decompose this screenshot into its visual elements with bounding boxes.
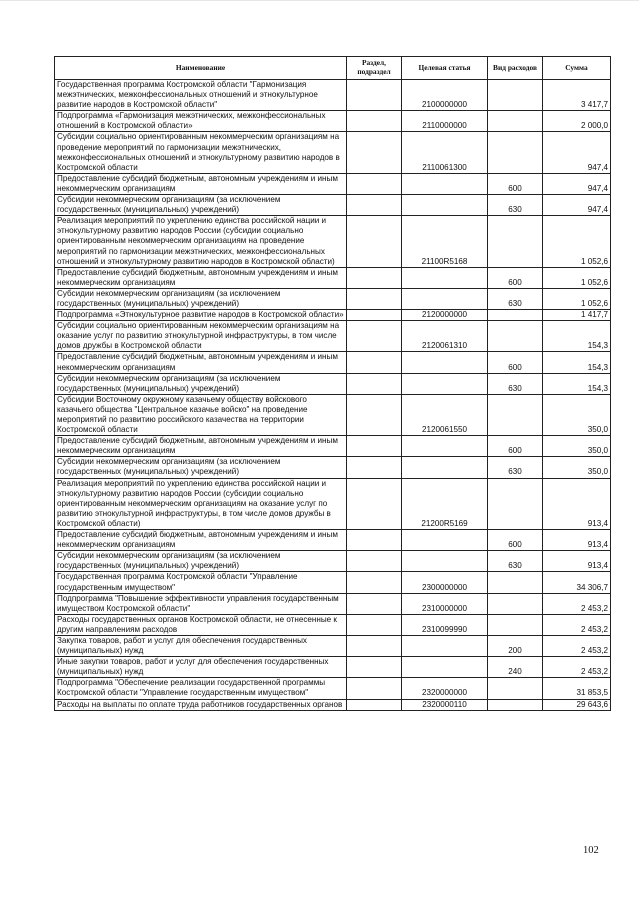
row-name-cell: Субсидии социально ориентированным некоммерческим организациям на проведение мероприятий по гармонизации межэтнических, межконфессиональных отношений и этнокультурному развитию народов в Костромской области bbox=[55, 132, 347, 173]
page-number: 102 bbox=[583, 845, 599, 856]
row-name-cell: Предоставление субсидий бюджетным, автономным учреждениям и иным некоммерческим организациям bbox=[55, 436, 347, 457]
row-name-cell: Подпрограмма "Повышение эффективности управления государственным имуществом Костромской области" bbox=[55, 593, 347, 614]
row-name-cell: Субсидии некоммерческим организациям (за исключением государственных (муниципальных) учреждений) bbox=[55, 373, 347, 394]
row-sum-cell: 1 052,6 bbox=[543, 216, 611, 267]
row-sum-cell: 2 000,0 bbox=[543, 111, 611, 132]
table-row bbox=[55, 288, 611, 309]
row-name-cell: Субсидии некоммерческим организациям (за исключением государственных (муниципальных) учреждений) bbox=[55, 195, 347, 216]
row-sum-cell: 2 453,2 bbox=[543, 614, 611, 635]
row-sum-cell: 350,0 bbox=[543, 457, 611, 478]
row-name-cell: Предоставление субсидий бюджетным, автономным учреждениям и иным некоммерческим организациям bbox=[55, 267, 347, 288]
row-target-cell bbox=[402, 288, 488, 309]
row-target-cell: 2110061300 bbox=[402, 132, 488, 173]
row-section-cell bbox=[347, 352, 402, 373]
row-section-cell bbox=[347, 635, 402, 656]
row-name-cell: Субсидии некоммерческим организациям (за исключением государственных (муниципальных) учреждений) bbox=[55, 457, 347, 478]
row-kind-cell bbox=[488, 80, 543, 111]
row-sum-cell: 913,4 bbox=[543, 530, 611, 551]
row-target-cell bbox=[402, 173, 488, 194]
row-section-cell bbox=[347, 80, 402, 111]
row-kind-cell bbox=[488, 593, 543, 614]
table-row bbox=[55, 267, 611, 288]
row-sum-cell: 913,4 bbox=[543, 478, 611, 529]
row-target-cell: 2120061550 bbox=[402, 394, 488, 435]
table-row bbox=[55, 593, 611, 614]
header-target: Целевая статья bbox=[402, 57, 488, 80]
row-target-cell: 2300000000 bbox=[402, 572, 488, 593]
row-section-cell bbox=[347, 551, 402, 572]
row-kind-cell: 600 bbox=[488, 530, 543, 551]
table-row bbox=[55, 678, 611, 699]
table-row bbox=[55, 216, 611, 267]
row-sum-cell: 350,0 bbox=[543, 394, 611, 435]
row-section-cell bbox=[347, 132, 402, 173]
row-kind-cell bbox=[488, 310, 543, 321]
row-name-cell: Предоставление субсидий бюджетным, автономным учреждениям и иным некоммерческим организациям bbox=[55, 352, 347, 373]
row-kind-cell bbox=[488, 678, 543, 699]
header-name: Наименование bbox=[55, 57, 347, 80]
row-name-cell: Государственная программа Костромской области "Гармонизация межэтнических, межконфессиональных отношений и этнокультурное развитие народов в Костромской области" bbox=[55, 80, 347, 111]
row-target-cell: 2310099990 bbox=[402, 614, 488, 635]
row-sum-cell: 1 417,7 bbox=[543, 310, 611, 321]
row-target-cell: 2120061310 bbox=[402, 321, 488, 352]
row-name-cell: Подпрограмма «Этнокультурное развитие народов в Костромской области» bbox=[55, 310, 347, 321]
row-kind-cell: 200 bbox=[488, 635, 543, 656]
row-section-cell bbox=[347, 572, 402, 593]
row-section-cell bbox=[347, 593, 402, 614]
row-kind-cell: 240 bbox=[488, 657, 543, 678]
row-target-cell: 21100R5168 bbox=[402, 216, 488, 267]
row-section-cell bbox=[347, 657, 402, 678]
table-row bbox=[55, 478, 611, 529]
row-section-cell bbox=[347, 195, 402, 216]
row-target-cell: 2310000000 bbox=[402, 593, 488, 614]
row-section-cell bbox=[347, 173, 402, 194]
row-name-cell: Реализация мероприятий по укреплению единства российской нации и этнокультурному развитию народов России (субсидии социально ориентированным некоммерческим организациям на оказание услуг по развитию этнокультурной инфраструктуры, в том числе домов дружбы в Костромской области) bbox=[55, 478, 347, 529]
row-kind-cell bbox=[488, 394, 543, 435]
row-kind-cell: 630 bbox=[488, 457, 543, 478]
row-kind-cell bbox=[488, 478, 543, 529]
row-kind-cell: 630 bbox=[488, 288, 543, 309]
row-sum-cell: 154,3 bbox=[543, 373, 611, 394]
row-section-cell bbox=[347, 436, 402, 457]
row-sum-cell: 2 453,2 bbox=[543, 657, 611, 678]
row-target-cell: 2110000000 bbox=[402, 111, 488, 132]
row-kind-cell: 600 bbox=[488, 436, 543, 457]
row-target-cell: 2100000000 bbox=[402, 80, 488, 111]
table-row bbox=[55, 551, 611, 572]
table-row bbox=[55, 80, 611, 111]
row-sum-cell: 154,3 bbox=[543, 352, 611, 373]
row-sum-cell: 31 853,5 bbox=[543, 678, 611, 699]
row-section-cell bbox=[347, 288, 402, 309]
row-kind-cell: 630 bbox=[488, 195, 543, 216]
row-name-cell: Субсидии некоммерческим организациям (за исключением государственных (муниципальных) учреждений) bbox=[55, 551, 347, 572]
row-target-cell bbox=[402, 267, 488, 288]
row-kind-cell: 600 bbox=[488, 267, 543, 288]
row-kind-cell bbox=[488, 614, 543, 635]
budget-table bbox=[54, 56, 611, 711]
header-sum: Сумма bbox=[543, 57, 611, 80]
table-row bbox=[55, 657, 611, 678]
row-sum-cell: 1 052,6 bbox=[543, 288, 611, 309]
table-row bbox=[55, 457, 611, 478]
row-target-cell bbox=[402, 457, 488, 478]
row-target-cell: 2120000000 bbox=[402, 310, 488, 321]
row-sum-cell: 947,4 bbox=[543, 173, 611, 194]
table-row bbox=[55, 132, 611, 173]
table-row bbox=[55, 530, 611, 551]
table-row bbox=[55, 111, 611, 132]
table-row bbox=[55, 572, 611, 593]
row-name-cell: Расходы государственных органов Костромской области, не отнесенные к другим направлениям расходов bbox=[55, 614, 347, 635]
row-section-cell bbox=[347, 394, 402, 435]
row-section-cell bbox=[347, 216, 402, 267]
scan-edge bbox=[0, 0, 639, 1]
row-section-cell bbox=[347, 530, 402, 551]
row-sum-cell: 2 453,2 bbox=[543, 593, 611, 614]
row-name-cell: Реализация мероприятий по укреплению единства российской нации и этнокультурному развитию народов России (субсидии социально ориентированным некоммерческим организациям на проведение мероприятий по гармонизации межэтнических, межконфессиональных отношений и этнокультурному развитию народов в Костромской области) bbox=[55, 216, 347, 267]
row-target-cell bbox=[402, 657, 488, 678]
row-section-cell bbox=[347, 457, 402, 478]
table-row bbox=[55, 699, 611, 710]
row-name-cell: Подпрограмма "Обеспечение реализации государственной программы Костромской области "Управление государственным имуществом" bbox=[55, 678, 347, 699]
row-sum-cell: 947,4 bbox=[543, 195, 611, 216]
row-target-cell bbox=[402, 436, 488, 457]
row-section-cell bbox=[347, 321, 402, 352]
row-target-cell: 21200R5169 bbox=[402, 478, 488, 529]
row-target-cell bbox=[402, 195, 488, 216]
row-sum-cell: 3 417,7 bbox=[543, 80, 611, 111]
row-kind-cell bbox=[488, 699, 543, 710]
row-target-cell bbox=[402, 530, 488, 551]
row-target-cell bbox=[402, 635, 488, 656]
row-sum-cell: 34 306,7 bbox=[543, 572, 611, 593]
row-sum-cell: 350,0 bbox=[543, 436, 611, 457]
row-section-cell bbox=[347, 614, 402, 635]
row-sum-cell: 913,4 bbox=[543, 551, 611, 572]
row-sum-cell: 947,4 bbox=[543, 132, 611, 173]
row-section-cell bbox=[347, 267, 402, 288]
row-name-cell: Подпрограмма «Гармонизация межэтнических, межконфессиональных отношений в Костромской области» bbox=[55, 111, 347, 132]
row-kind-cell: 600 bbox=[488, 352, 543, 373]
row-kind-cell bbox=[488, 321, 543, 352]
row-section-cell bbox=[347, 111, 402, 132]
row-name-cell: Государственная программа Костромской области "Управление государственным имуществом" bbox=[55, 572, 347, 593]
row-name-cell: Расходы на выплаты по оплате труда работников государственных органов bbox=[55, 699, 347, 710]
row-name-cell: Предоставление субсидий бюджетным, автономным учреждениям и иным некоммерческим организациям bbox=[55, 173, 347, 194]
table-row bbox=[55, 173, 611, 194]
table-row bbox=[55, 321, 611, 352]
row-name-cell: Субсидии социально ориентированным некоммерческим организациям на оказание услуг по развитию этнокультурной инфраструктуры, в том числе домов дружбы в Костромской области bbox=[55, 321, 347, 352]
table-row bbox=[55, 310, 611, 321]
table-row bbox=[55, 614, 611, 635]
row-kind-cell bbox=[488, 572, 543, 593]
table-header-row bbox=[55, 57, 611, 80]
row-section-cell bbox=[347, 373, 402, 394]
table-row bbox=[55, 394, 611, 435]
row-kind-cell bbox=[488, 132, 543, 173]
row-target-cell: 2320000000 bbox=[402, 678, 488, 699]
row-kind-cell: 630 bbox=[488, 373, 543, 394]
row-target-cell bbox=[402, 352, 488, 373]
table-row bbox=[55, 436, 611, 457]
row-section-cell bbox=[347, 678, 402, 699]
row-target-cell bbox=[402, 373, 488, 394]
row-kind-cell: 630 bbox=[488, 551, 543, 572]
row-name-cell: Субсидии некоммерческим организациям (за исключением государственных (муниципальных) учреждений) bbox=[55, 288, 347, 309]
row-section-cell bbox=[347, 699, 402, 710]
row-target-cell: 2320000110 bbox=[402, 699, 488, 710]
table-row bbox=[55, 195, 611, 216]
table-row bbox=[55, 352, 611, 373]
row-name-cell: Предоставление субсидий бюджетным, автономным учреждениям и иным некоммерческим организациям bbox=[55, 530, 347, 551]
row-section-cell bbox=[347, 478, 402, 529]
row-kind-cell: 600 bbox=[488, 173, 543, 194]
table-row bbox=[55, 373, 611, 394]
row-name-cell: Субсидии Восточному окружному казачьему обществу войскового казачьего общества "Центральное казачье войско" на проведение мероприятий по развитию российского казачества на территории Костромской области bbox=[55, 394, 347, 435]
row-name-cell: Иные закупки товаров, работ и услуг для обеспечения государственных (муниципальных) нужд bbox=[55, 657, 347, 678]
header-kind: Вид расходов bbox=[488, 57, 543, 80]
row-sum-cell: 154,3 bbox=[543, 321, 611, 352]
table-row bbox=[55, 635, 611, 656]
row-section-cell bbox=[347, 310, 402, 321]
row-kind-cell bbox=[488, 216, 543, 267]
header-section: Раздел, подраздел bbox=[347, 57, 402, 80]
row-name-cell: Закупка товаров, работ и услуг для обеспечения государственных (муниципальных) нужд bbox=[55, 635, 347, 656]
row-target-cell bbox=[402, 551, 488, 572]
table-body bbox=[55, 80, 611, 711]
row-kind-cell bbox=[488, 111, 543, 132]
row-sum-cell: 2 453,2 bbox=[543, 635, 611, 656]
row-sum-cell: 29 643,6 bbox=[543, 699, 611, 710]
row-sum-cell: 1 052,6 bbox=[543, 267, 611, 288]
